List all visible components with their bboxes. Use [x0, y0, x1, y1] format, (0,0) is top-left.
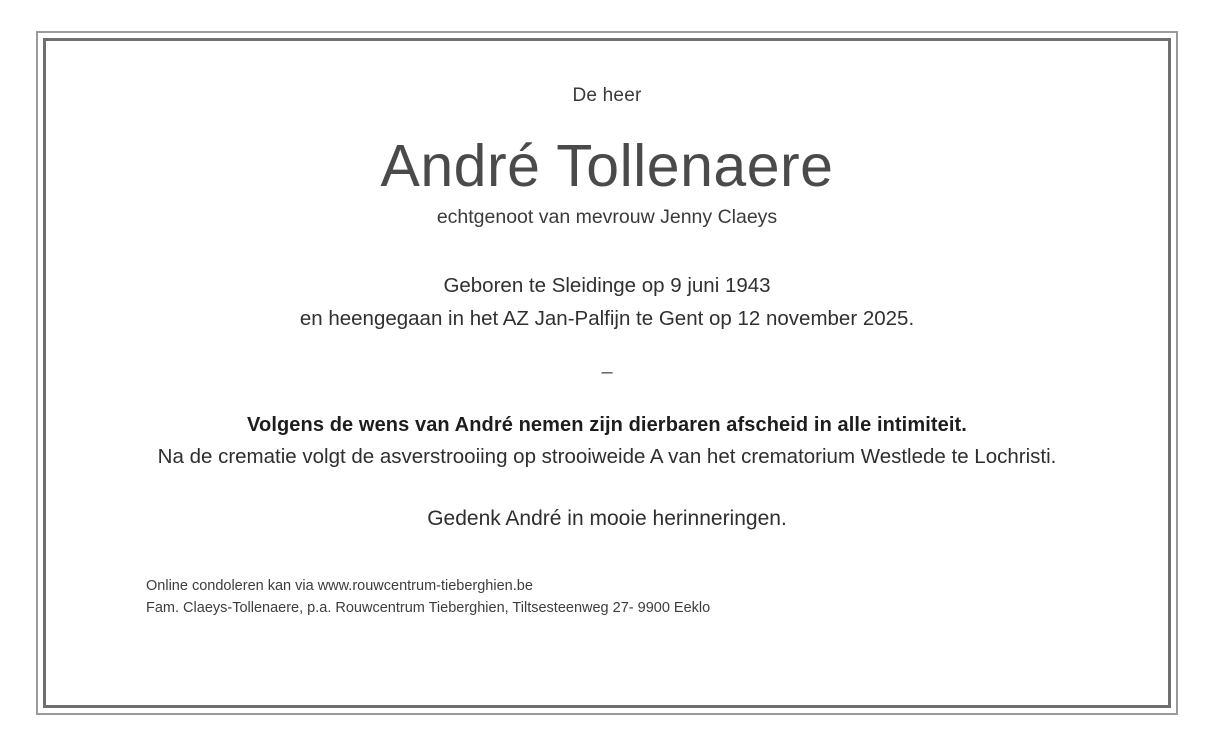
dash-separator: – — [601, 360, 613, 383]
salutation-text: De heer — [572, 85, 642, 106]
spouse-line: echtgenoot van mevrouw Jenny Claeys — [436, 205, 778, 228]
death-line: en heengegaan in het AZ Jan-Palfijn te Gent op 12 november 2025. — [299, 306, 915, 330]
card-content — [46, 41, 1168, 705]
life-dates-block — [80, 269, 1134, 335]
ceremony-line: Na de crematie volgt de asverstrooiing op strooiweide A van het crematorium Westlede te Lochristi. — [157, 444, 1057, 468]
online-condolences-line: Online condoleren kan via www.rouwcentrum-tieberghien.be — [146, 577, 533, 594]
family-address-line: Fam. Claeys-Tollenaere, p.a. Rouwcentrum Tieberghien, Tiltsesteenweg 27- 9900 Eeklo — [146, 600, 711, 617]
card-inner-frame — [43, 38, 1171, 708]
wish-line: Volgens de wens van André nemen zijn dierbaren afscheid in alle intimiteit. — [247, 413, 967, 436]
deceased-name: André Tollenaere — [380, 133, 834, 199]
footer-block — [80, 575, 1134, 620]
remembrance-line: Gedenk André in mooie herinneringen. — [427, 506, 787, 530]
card-outer-frame — [36, 31, 1178, 715]
birth-line: Geboren te Sleidinge op 9 juni 1943 — [443, 273, 771, 297]
